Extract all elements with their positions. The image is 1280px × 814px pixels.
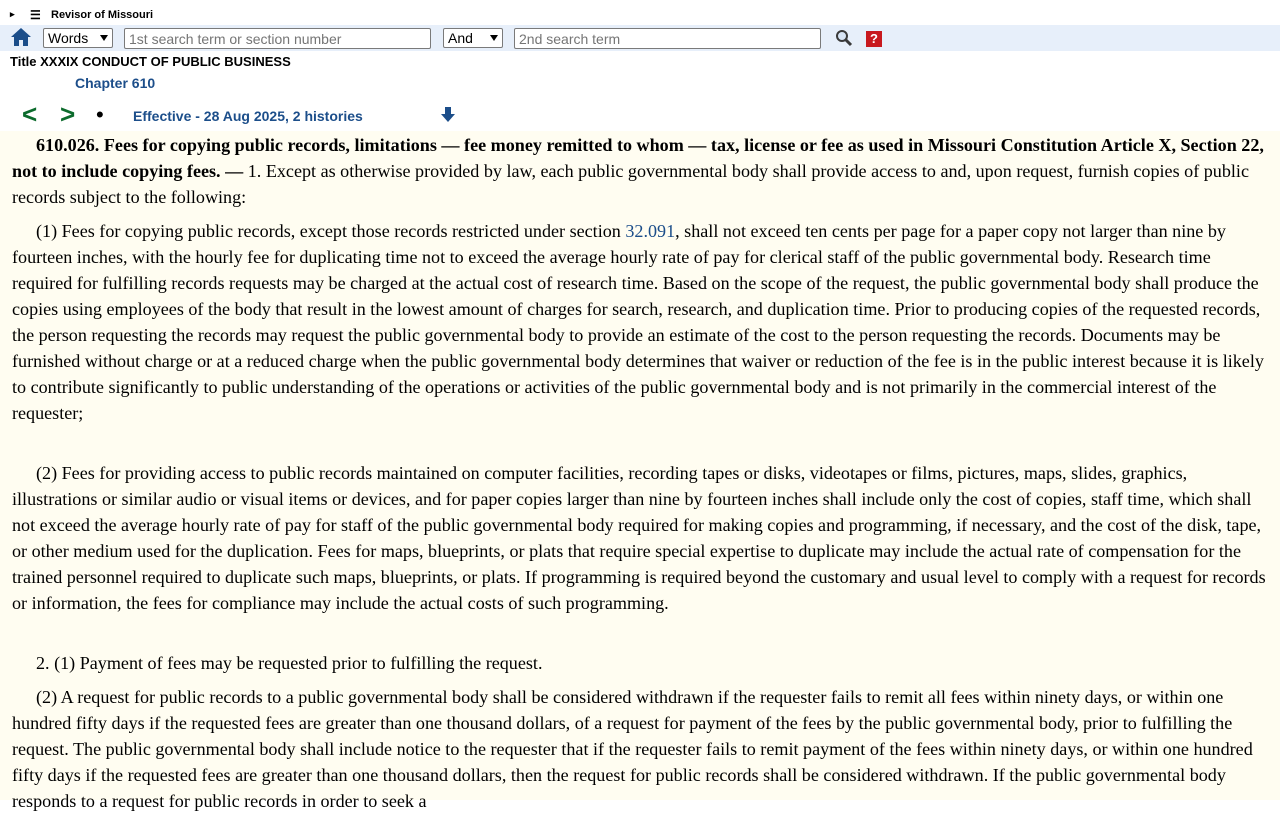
paragraph-text: , shall not exceed ten cents per page for a paper copy not larger than nine by fourteen inches, with the hourly fee for duplicating time not to exceed the average hourly rate of pay for clerical staff of the public governmental body. Research time required for fulfilling records requests may be charged at the actual cost of research time. Based on the scope of the request, the public governmental body shall produce the copies using employees of the body that result in the lowest amount of charges for search, research, and duplication time. Prior to producing copies of the requested records, the person requesting the records may request the public governmental body to provide an estimate of the cost to the person requesting the records. Documents may be furnished without charge or at a reduced charge when the public governmental body determines that waiver or reduction of the fee is in the public interest because it is likely to contribute significantly to public understanding of the operations or activities of the public governmental body and is not primarily in the commercial interest of the requester; (12, 221, 1264, 423)
chevron-down-icon (100, 35, 108, 41)
second-search-term-input[interactable] (514, 28, 821, 49)
paragraph-text: (1) Fees for copying public records, except those records restricted under section (36, 221, 626, 241)
section-number: 610.026. (36, 135, 100, 155)
title-line: Title XXXIX CONDUCT OF PUBLIC BUSINESS (10, 54, 291, 69)
site-name[interactable]: Revisor of Missouri (51, 9, 154, 21)
effective-date-link[interactable]: Effective - 28 Aug 2025, 2 histories (133, 108, 363, 124)
section-paragraph (12, 218, 1274, 426)
paragraph-text: 1. Except as otherwise provided by law, each public governmental body shall provide access to and, upon request, furnish copies of public records subject to the following: (12, 161, 1249, 207)
section-heading: Fees for copying public records, limitations — fee money remitted to whom — tax, license or fee as used in Missouri Constitution Article X, Section 22, not to include copying fees. — (12, 135, 1264, 181)
first-search-term-input[interactable] (124, 28, 431, 49)
section-paragraph (12, 132, 1274, 210)
section-nav (0, 100, 1280, 130)
search-operator-select[interactable] (443, 28, 503, 48)
search-icon[interactable] (835, 29, 853, 47)
search-type-select[interactable] (43, 28, 113, 48)
search-type-value: Words (48, 30, 89, 46)
menu-icon[interactable]: ☰ (30, 8, 41, 22)
section-paragraph: (2) Fees for providing access to public records maintained on computer facilities, recording tapes or disks, videotapes or films, pictures, maps, slides, graphics, illustrations or similar audio or visual items or devices, and for paper copies larger than nine by fourteen inches shall include only the cost of copies, staff time, which shall not exceed the average hourly rate of pay for staff of the public governmental body required for making copies and programming, if necessary, and the cost of the disk, tape, or other medium used for the duplication. Fees for maps, blueprints, or plats that require special expertise to duplicate may include the actual rate of compensation for the trained personnel required to duplicate such maps, blueprints, or plats. If programming is required beyond the customary and usual level to comply with a request for records or information, the fees for compliance may include the actual costs of such programming. (12, 463, 1266, 613)
section-paragraph: 2. (1) Payment of fees may be requested prior to fulfilling the request. (36, 653, 543, 673)
search-operator-value: And (448, 30, 473, 46)
previous-section-button[interactable]: < (22, 99, 38, 129)
top-bar (0, 8, 1280, 24)
bullet-icon[interactable]: • (96, 102, 104, 127)
chapter-link[interactable]: Chapter 610 (75, 75, 156, 91)
expand-triangle-icon[interactable]: ▸ (10, 9, 15, 19)
search-bar (0, 25, 1280, 51)
next-section-button[interactable]: > (60, 99, 76, 129)
section-content (0, 131, 1280, 811)
arrow-down-icon[interactable] (440, 106, 456, 123)
section-reference-link[interactable]: 32.091 (625, 221, 676, 241)
chevron-down-icon (490, 35, 498, 41)
help-button[interactable]: ? (866, 31, 882, 47)
section-paragraph: (2) A request for public records to a public governmental body shall be considered withdrawn if the requester fails to remit all fees within ninety days, or within one hundred fifty days if the requested fees are greater than one thousand dollars, of a request for payment of the fees by the public governmental body, prior to fulfilling the request. The public governmental body shall include notice to the requester that if the requester fails to remit payment of the fees within ninety days, or within one hundred fifty days if the requested fees are greater than one thousand dollars, then the request for public records shall be considered withdrawn. If the public governmental body responds to a request for public records in order to seek a (12, 687, 1253, 811)
home-icon[interactable] (10, 27, 32, 47)
